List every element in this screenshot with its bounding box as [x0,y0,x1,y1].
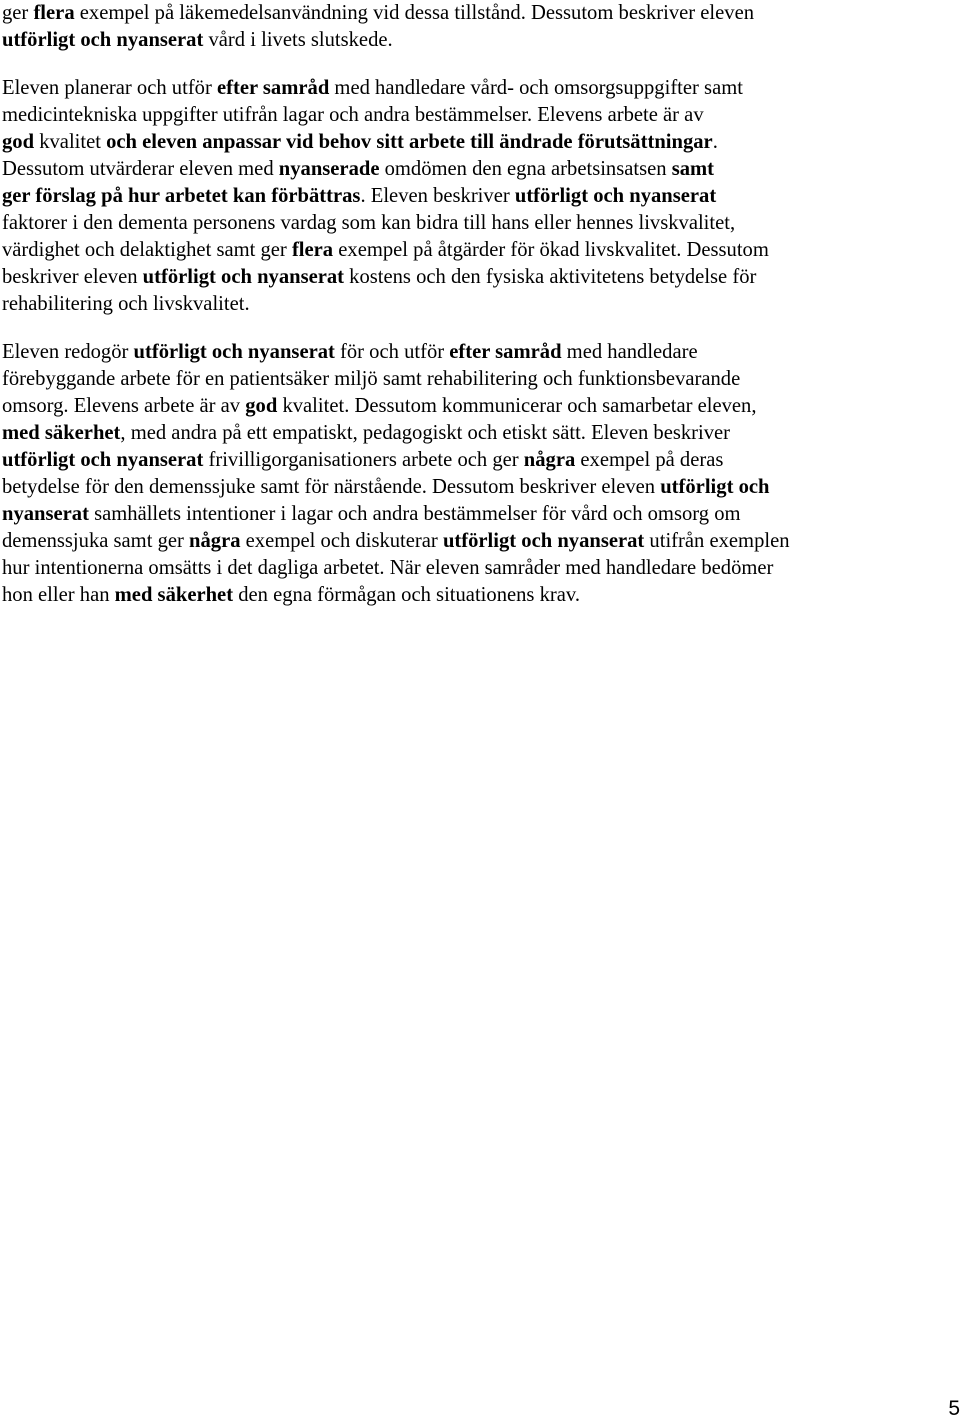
bold-text-run: utförligt och nyanserat [514,185,717,207]
text-line [2,393,942,420]
bold-text-run: samt [671,158,715,180]
bold-text-run: utförligt och nyanserat [142,266,345,288]
bold-text-run: några [523,449,576,471]
text-run: beskriver eleven [2,266,143,288]
bold-text-run: nyanserat [2,503,89,525]
bold-text-run: god [2,131,35,153]
text-run: förebyggande arbete för en patientsäker miljö samt rehabilitering och funktionsbevarande [2,368,741,390]
text-run: rehabilitering och livskvalitet. [2,293,250,315]
text-run: den egna förmågan och situationens krav. [233,584,580,606]
text-line [2,339,942,366]
bold-text-run: efter samråd [449,341,562,363]
text-run: hon eller han [2,584,115,606]
bold-text-run: god [245,395,278,417]
text-run: omsorg. Elevens arbete är av [2,395,246,417]
text-run: med handledare vård- och omsorgsuppgifter samt [329,77,743,99]
paragraph-1 [2,0,942,54]
text-line [2,0,942,27]
bold-text-run: några [189,530,241,552]
paragraph-2 [2,75,942,318]
bold-text-run: utförligt och nyanserat [2,29,204,51]
text-run: . Eleven beskriver [360,185,515,207]
text-line [2,183,942,210]
bold-text-run: utförligt och nyanserat [133,341,335,363]
text-run: exempel på deras [575,449,724,471]
body-text [2,0,942,609]
text-line [2,264,942,291]
text-run: demenssjuka samt ger [2,530,190,552]
text-run: exempel och diskuterar [240,530,443,552]
text-line [2,129,942,156]
bold-text-run: efter samråd [217,77,330,99]
text-line [2,555,942,582]
text-run: samhällets intentioner i lagar och andra bestämmelser för vård och omsorg om [88,503,741,525]
text-line [2,474,942,501]
page-number: 5 [948,1397,960,1420]
text-line [2,156,942,183]
text-line [2,420,942,447]
text-line [2,102,942,129]
text-run: faktorer i den dementa personens vardag som kan bidra till hans eller hennes livskvalitet, [2,212,736,234]
text-line [2,75,942,102]
text-line [2,237,942,264]
text-run: . [712,131,718,153]
text-run: utifrån exemplen [644,530,790,552]
text-run: Dessutom utvärderar eleven med [2,158,279,180]
text-run: kvalitet. Dessutom kommunicerar och samarbetar eleven, [277,395,757,417]
paragraph-3 [2,339,942,609]
text-run: med handledare [561,341,698,363]
text-run: ger [2,2,34,24]
document-page [2,0,942,609]
text-run: Eleven planerar och utför [2,77,217,99]
text-line [2,501,942,528]
text-run: exempel på åtgärder för ökad livskvalitet. Dessutom [333,239,769,261]
text-run: hur intentionerna omsätts i det dagliga arbetet. När eleven samråder med handledare bedömer [2,557,774,579]
bold-text-run: ger förslag på hur arbetet kan förbättras [2,185,361,207]
bold-text-run: och eleven anpassar vid behov sitt arbete till ändrade förutsättningar [106,131,713,153]
bold-text-run: nyanserade [278,158,380,180]
text-run: exempel på läkemedelsanvändning vid dessa tillstånd. Dessutom beskriver eleven [74,2,755,24]
text-run: , med andra på ett empatiskt, pedagogiskt och etiskt sätt. Eleven beskriver [120,422,731,444]
text-line [2,447,942,474]
bold-text-run: flera [33,2,75,24]
bold-text-run: utförligt och [660,476,770,498]
text-run: medicintekniska uppgifter utifrån lagar och andra bestämmelser. Elevens arbete är av [2,104,704,126]
text-run: värdighet och delaktighet samt ger [2,239,292,261]
text-line [2,210,942,237]
text-run: frivilligorganisationers arbete och ger [203,449,524,471]
text-run: för och utför [334,341,450,363]
text-run: omdömen den egna arbetsinsatsen [379,158,672,180]
text-line [2,27,942,54]
text-run: kvalitet [34,131,107,153]
text-run: kostens och den fysiska aktivitetens betydelse för [344,266,757,288]
text-line [2,291,942,318]
bold-text-run: utförligt och nyanserat [2,449,204,471]
text-run: vård i livets slutskede. [203,29,393,51]
text-line [2,582,942,609]
bold-text-run: utförligt och nyanserat [442,530,645,552]
bold-text-run: med säkerhet [2,422,121,444]
bold-text-run: flera [291,239,334,261]
bold-text-run: med säkerhet [114,584,234,606]
text-line [2,366,942,393]
text-run: Eleven redogör [2,341,134,363]
text-line [2,528,942,555]
text-run: betydelse för den demenssjuke samt för närstående. Dessutom beskriver eleven [2,476,661,498]
